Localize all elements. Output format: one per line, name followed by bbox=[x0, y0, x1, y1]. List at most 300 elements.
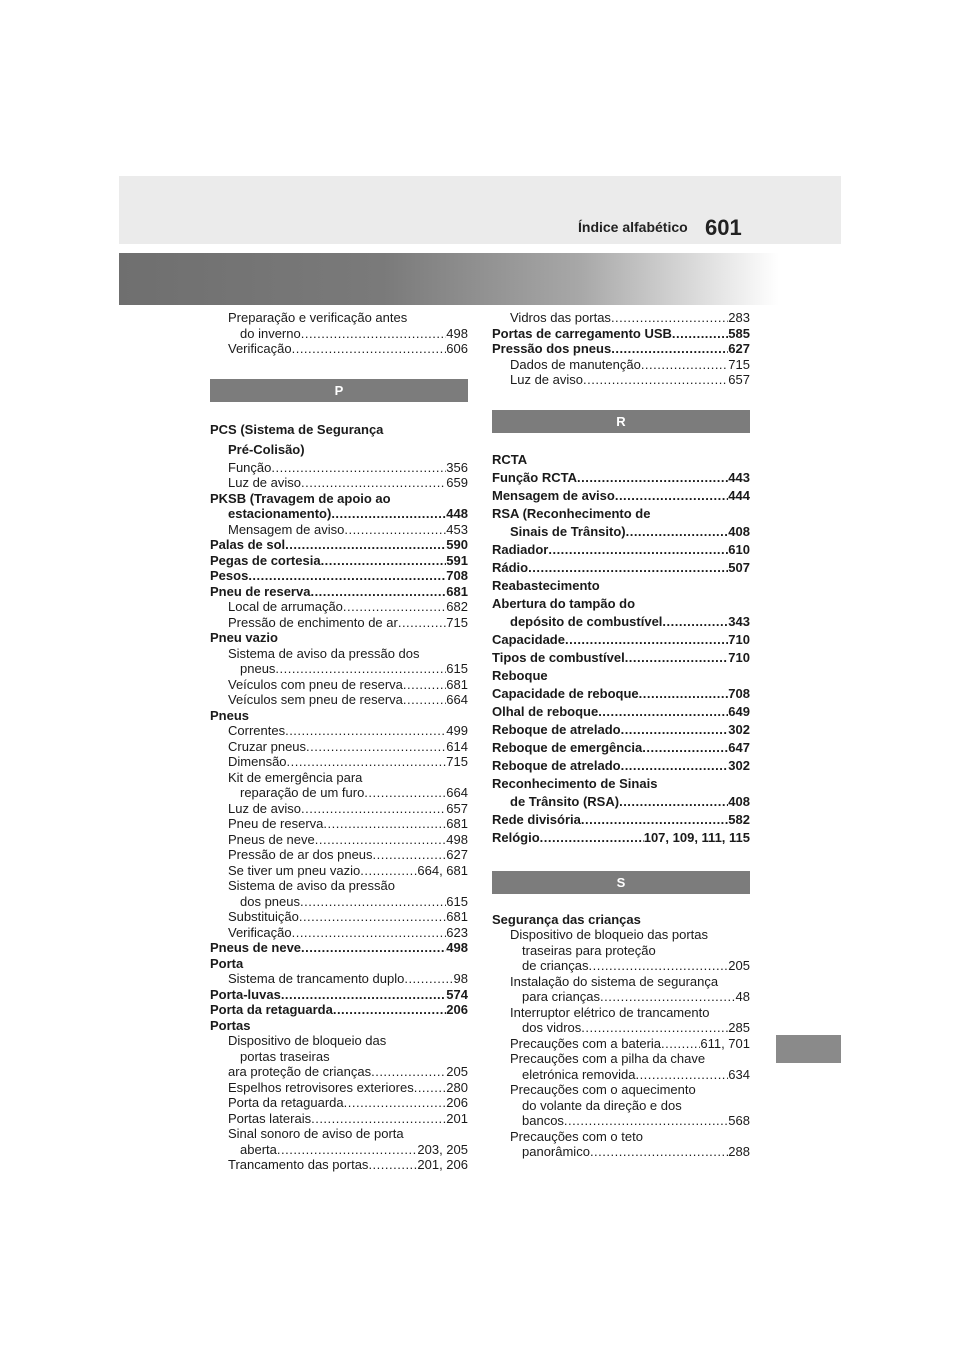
section-header-r: R bbox=[492, 410, 750, 433]
index-entry bbox=[492, 1113, 750, 1129]
index-entry-page: 443 bbox=[728, 469, 750, 485]
dot-leader bbox=[306, 739, 446, 755]
dot-leader bbox=[301, 475, 446, 491]
index-entry bbox=[210, 940, 468, 956]
index-entry bbox=[492, 958, 750, 974]
index-entry bbox=[210, 816, 468, 832]
index-entry-term: Vidros das portas bbox=[510, 310, 611, 325]
index-entry-page: 715 bbox=[446, 754, 468, 769]
index-entry bbox=[210, 677, 468, 693]
index-entry bbox=[210, 1080, 468, 1096]
index-entry-term: Sistema de trancamento duplo bbox=[228, 971, 405, 986]
index-entry-term: Reboque de atrelado bbox=[492, 721, 621, 737]
index-entry bbox=[492, 989, 750, 1005]
dot-leader bbox=[277, 1142, 418, 1158]
index-entry bbox=[492, 1067, 750, 1083]
index-entry bbox=[210, 785, 468, 801]
dot-leader bbox=[577, 469, 728, 487]
index-entry-term: depósito de combustível bbox=[510, 613, 663, 629]
index-entry bbox=[210, 723, 468, 739]
dot-leader bbox=[528, 559, 728, 577]
index-entry bbox=[492, 523, 750, 541]
index-entry-page: 498 bbox=[446, 325, 468, 341]
dot-leader bbox=[285, 537, 446, 553]
section-thumb-tab bbox=[776, 1035, 841, 1063]
index-entry-term: Palas de sol bbox=[210, 537, 286, 552]
index-heading: Portas bbox=[210, 1017, 251, 1033]
index-entry-page: 659 bbox=[446, 475, 468, 490]
index-entry-page: 606 bbox=[446, 341, 468, 356]
index-heading: Interruptor elétrico de trancamento bbox=[510, 1004, 710, 1020]
index-entry-page: 205 bbox=[446, 1064, 468, 1079]
index-entry-term: Reboque de atrelado bbox=[492, 757, 621, 773]
index-entry-page: 708 bbox=[728, 685, 750, 701]
index-entry-term: Verificação bbox=[228, 341, 292, 356]
dot-leader bbox=[581, 1020, 728, 1036]
index-entry-term: Cruzar pneus bbox=[228, 738, 307, 754]
index-entry-page: 444 bbox=[728, 487, 750, 503]
index-entry bbox=[210, 1157, 468, 1173]
index-entry-page: 649 bbox=[728, 703, 750, 719]
index-entry bbox=[210, 692, 468, 708]
index-entry-page: 206 bbox=[446, 1002, 468, 1017]
dot-leader bbox=[368, 1157, 417, 1173]
index-entry bbox=[210, 832, 468, 848]
index-entry-term: Capacidade bbox=[492, 631, 565, 647]
section-header-s: S bbox=[492, 871, 750, 894]
index-heading: Pneu vazio bbox=[210, 630, 278, 645]
dot-leader bbox=[615, 487, 728, 505]
index-entry bbox=[210, 460, 468, 476]
index-heading: do volante da direção e dos bbox=[522, 1097, 682, 1113]
dot-leader bbox=[639, 685, 729, 703]
index-entry bbox=[210, 801, 468, 817]
index-entry-page: 453 bbox=[446, 521, 468, 537]
index-entry-term: Pressão de ar dos pneus bbox=[228, 847, 373, 862]
index-entry bbox=[492, 1020, 750, 1036]
index-entry bbox=[492, 559, 750, 577]
index-entry bbox=[492, 793, 750, 811]
index-entry bbox=[492, 310, 750, 326]
dot-leader bbox=[321, 553, 447, 569]
index-entry-page: 582 bbox=[728, 811, 750, 827]
index-entry-term: Portas de carregamento USB bbox=[492, 325, 672, 341]
index-entry-page: 356 bbox=[446, 459, 468, 475]
dot-leader bbox=[590, 1144, 728, 1160]
dot-leader bbox=[285, 723, 446, 739]
index-entry bbox=[210, 537, 468, 553]
index-entry-page: 48 bbox=[735, 989, 750, 1004]
index-entry bbox=[210, 1064, 468, 1080]
index-entry-term: Se tiver um pneu vazio bbox=[228, 862, 361, 878]
index-entry-page: 715 bbox=[446, 614, 468, 630]
index-entry-term: Pneus de neve bbox=[210, 940, 302, 955]
section-header-p: P bbox=[210, 379, 468, 402]
index-entry-term: do inverno bbox=[240, 325, 301, 341]
index-entry-page: 611, 701 bbox=[700, 1035, 750, 1051]
index-heading: RCTA bbox=[492, 451, 528, 467]
index-entry-page: 664 bbox=[446, 692, 468, 707]
index-entry-term: Pneus de neve bbox=[228, 831, 315, 847]
index-entry-term: Luz de aviso bbox=[228, 800, 301, 816]
dot-leader bbox=[271, 460, 446, 476]
index-entry-page: 499 bbox=[446, 723, 468, 738]
index-entry-term: eletrónica removida bbox=[522, 1066, 636, 1082]
dot-leader bbox=[292, 341, 447, 357]
index-entry-page: 280 bbox=[446, 1079, 468, 1095]
index-heading: portas traseiras bbox=[240, 1048, 330, 1064]
index-group-p bbox=[210, 420, 468, 1173]
index-group-left-continued bbox=[210, 310, 468, 357]
index-heading: Preparação e verificação antes bbox=[228, 310, 408, 325]
index-heading: Porta bbox=[210, 955, 244, 971]
index-entry-page: 283 bbox=[728, 310, 750, 325]
index-heading: Reboque bbox=[492, 667, 548, 683]
index-entry-page: 201 bbox=[446, 1110, 468, 1126]
index-entry-page: 647 bbox=[728, 739, 750, 755]
dot-leader bbox=[548, 541, 728, 559]
dot-leader bbox=[414, 1080, 447, 1096]
dot-leader bbox=[301, 801, 446, 817]
dot-leader bbox=[642, 739, 728, 757]
dot-leader bbox=[287, 754, 447, 770]
index-entry-term: Pegas de cortesia bbox=[210, 552, 321, 568]
index-entry-page: 708 bbox=[446, 568, 468, 583]
index-entry-page: 498 bbox=[446, 831, 468, 847]
index-entry-page: 585 bbox=[728, 325, 750, 341]
index-heading: RSA (Reconhecimento de bbox=[492, 505, 651, 521]
index-heading: Abertura do tampão do bbox=[492, 595, 636, 611]
index-entry bbox=[210, 522, 468, 538]
dot-leader bbox=[540, 829, 644, 847]
dot-leader bbox=[315, 832, 447, 848]
dot-leader bbox=[343, 599, 446, 615]
index-entry-page: 710 bbox=[728, 631, 750, 647]
index-entry-page: 664, 681 bbox=[417, 862, 468, 878]
index-entry-term: Rede divisória bbox=[492, 811, 581, 827]
index-entry bbox=[210, 739, 468, 755]
dot-leader bbox=[311, 1111, 446, 1127]
index-entry bbox=[210, 615, 468, 631]
index-entry bbox=[492, 341, 750, 357]
index-entry bbox=[210, 584, 468, 600]
index-entry-page: 343 bbox=[728, 613, 750, 629]
index-entry bbox=[210, 1002, 468, 1018]
index-heading: Sistema de aviso da pressão dos bbox=[228, 645, 420, 661]
index-entry-page: 98 bbox=[453, 971, 468, 986]
index-entry-term: Dimensão bbox=[228, 754, 287, 769]
index-heading: Reconhecimento de Sinais bbox=[492, 775, 658, 791]
index-entry bbox=[210, 754, 468, 770]
index-entry-page: 205 bbox=[728, 958, 750, 973]
index-entry-page: 574 bbox=[446, 986, 468, 1002]
index-group-r bbox=[492, 451, 750, 847]
index-entry bbox=[210, 1142, 468, 1158]
index-heading: Precauções com o teto bbox=[510, 1128, 643, 1144]
dot-leader bbox=[662, 613, 728, 631]
index-entry-page: 614 bbox=[446, 738, 468, 754]
index-entry-term: Mensagem de aviso bbox=[492, 487, 615, 503]
index-heading: traseiras para proteção bbox=[522, 942, 656, 958]
index-entry-term: Espelhos retrovisores exteriores bbox=[228, 1079, 414, 1095]
dot-leader bbox=[299, 909, 446, 925]
dot-leader bbox=[360, 863, 417, 879]
index-entry-term: Pesos bbox=[210, 568, 249, 583]
index-entry-page: 610 bbox=[728, 541, 750, 557]
index-entry-term: Reboque de emergência bbox=[492, 739, 643, 755]
index-entry-page: 448 bbox=[446, 506, 468, 521]
index-entry bbox=[210, 863, 468, 879]
index-heading: Precauções com a pilha da chave bbox=[510, 1051, 706, 1066]
dot-leader bbox=[310, 584, 446, 600]
index-entry-page: 408 bbox=[728, 523, 750, 539]
index-entry-term: Sinais de Trânsito) bbox=[510, 523, 626, 539]
index-entry-term: Função RCTA bbox=[492, 469, 577, 485]
index-entry-term: Olhal de reboque bbox=[492, 703, 599, 719]
index-entry-term: Dados de manutenção bbox=[510, 356, 641, 372]
index-entry-page: 408 bbox=[728, 793, 750, 809]
index-entry-page: 206 bbox=[446, 1095, 468, 1110]
index-entry-page: 664 bbox=[446, 785, 468, 800]
dot-leader bbox=[626, 523, 729, 541]
index-entry-term: Pneu de reserva bbox=[228, 816, 324, 831]
index-entry-term: Portas laterais bbox=[228, 1110, 312, 1126]
dot-leader bbox=[398, 615, 446, 631]
index-heading: Reabastecimento bbox=[492, 577, 600, 593]
dot-leader bbox=[404, 971, 453, 987]
index-entry-term: Rádio bbox=[492, 559, 529, 575]
index-entry-page: 302 bbox=[728, 721, 750, 737]
index-entry bbox=[492, 357, 750, 373]
index-entry-page: 615 bbox=[446, 893, 468, 909]
index-entry bbox=[492, 487, 750, 505]
dot-leader bbox=[403, 692, 446, 708]
dot-leader bbox=[371, 1064, 446, 1080]
index-entry-page: 288 bbox=[728, 1144, 750, 1159]
index-entry-page: 507 bbox=[728, 559, 750, 575]
index-entry-term: Porta da retaguarda bbox=[210, 1002, 333, 1017]
index-entry bbox=[210, 1111, 468, 1127]
dot-leader bbox=[619, 793, 728, 811]
index-entry bbox=[210, 925, 468, 941]
index-entry bbox=[210, 847, 468, 863]
index-heading: Sinal sonoro de aviso de porta bbox=[228, 1126, 404, 1141]
index-entry-page: 498 bbox=[446, 940, 468, 955]
index-entry-term: Veículos com pneu de reserva bbox=[228, 676, 403, 692]
index-entry-term: Correntes bbox=[228, 723, 286, 738]
index-entry-page: 623 bbox=[446, 924, 468, 940]
dot-leader bbox=[403, 677, 446, 693]
index-entry-term: bancos bbox=[522, 1113, 564, 1128]
dot-leader bbox=[565, 631, 728, 649]
index-entry bbox=[492, 469, 750, 487]
index-entry-term: aberta bbox=[240, 1141, 277, 1157]
index-entry bbox=[492, 372, 750, 388]
index-column-left bbox=[210, 310, 468, 1173]
index-entry bbox=[210, 909, 468, 925]
index-entry bbox=[210, 894, 468, 910]
index-entry-term: pneus bbox=[240, 661, 276, 676]
index-heading: Kit de emergência para bbox=[228, 769, 363, 785]
page-header-title: Índice alfabético bbox=[578, 219, 688, 235]
dot-leader bbox=[581, 811, 728, 829]
dot-leader bbox=[661, 1036, 700, 1052]
index-entry bbox=[210, 599, 468, 615]
index-entry bbox=[210, 971, 468, 987]
dot-leader bbox=[373, 847, 447, 863]
dot-leader bbox=[564, 1113, 728, 1129]
index-entry bbox=[210, 568, 468, 584]
index-heading: PCS (Sistema de Segurança bbox=[210, 421, 384, 437]
index-entry-page: 590 bbox=[446, 537, 468, 552]
index-entry-term: panorâmico bbox=[522, 1144, 590, 1159]
index-entry bbox=[492, 326, 750, 342]
index-entry bbox=[492, 829, 750, 847]
index-entry bbox=[492, 631, 750, 649]
dot-leader bbox=[248, 568, 446, 584]
dot-leader bbox=[598, 703, 728, 721]
index-entry-page: 681 bbox=[446, 816, 468, 831]
index-entry-term: Pneu de reserva bbox=[210, 583, 311, 599]
index-entry-term: Veículos sem pneu de reserva bbox=[228, 692, 403, 707]
index-entry bbox=[492, 649, 750, 667]
index-entry-page: 681 bbox=[446, 583, 468, 599]
index-entry-term: Radiador bbox=[492, 541, 549, 557]
dot-leader bbox=[292, 925, 447, 941]
index-entry bbox=[492, 721, 750, 739]
dot-leader bbox=[281, 987, 446, 1003]
index-entry-page: 591 bbox=[446, 552, 468, 568]
index-heading: Instalação do sistema de segurança bbox=[510, 973, 719, 989]
index-entry bbox=[210, 1095, 468, 1111]
dot-leader bbox=[588, 958, 728, 974]
index-heading: Pneus bbox=[210, 707, 250, 723]
index-entry-term: Substituição bbox=[228, 909, 299, 924]
index-heading: Segurança das crianças bbox=[492, 911, 641, 927]
dot-leader bbox=[301, 326, 447, 342]
index-entry bbox=[492, 739, 750, 757]
index-entry-term: reparação de um furo bbox=[240, 785, 365, 800]
index-entry-term: de Trânsito (RSA) bbox=[510, 793, 620, 809]
index-entry-page: 657 bbox=[446, 800, 468, 816]
index-entry-term: para crianças bbox=[522, 989, 601, 1004]
index-entry-term: Precauções com a bateria bbox=[510, 1035, 662, 1051]
index-entry bbox=[210, 475, 468, 491]
index-entry-page: 203, 205 bbox=[417, 1141, 468, 1157]
dot-leader bbox=[611, 341, 728, 357]
dot-leader bbox=[333, 1002, 446, 1018]
header-gradient-band bbox=[119, 253, 779, 305]
index-entry-term: Capacidade de reboque bbox=[492, 685, 639, 701]
index-entry bbox=[492, 703, 750, 721]
index-entry-page: 302 bbox=[728, 757, 750, 773]
index-entry-term: Local de arrumação bbox=[228, 599, 343, 614]
index-entry-page: 682 bbox=[446, 599, 468, 614]
index-entry-page: 627 bbox=[446, 847, 468, 862]
index-entry-page: 107, 109, 111, 115 bbox=[643, 829, 750, 845]
index-entry bbox=[210, 341, 468, 357]
dot-leader bbox=[672, 326, 728, 342]
index-entry bbox=[210, 661, 468, 677]
index-entry bbox=[210, 326, 468, 342]
index-entry bbox=[210, 506, 468, 522]
index-entry-page: 634 bbox=[728, 1066, 750, 1082]
index-entry-term: de crianças bbox=[522, 958, 589, 973]
index-entry-term: Trancamento das portas bbox=[228, 1157, 369, 1172]
index-entry-term: Função bbox=[228, 459, 272, 475]
dot-leader bbox=[323, 816, 446, 832]
index-heading: PKSB (Travagem de apoio ao bbox=[210, 490, 391, 506]
index-entry-term: Luz de aviso bbox=[228, 475, 301, 490]
dot-leader bbox=[641, 357, 728, 373]
index-entry-term: Pressão de enchimento de ar bbox=[228, 614, 398, 630]
index-entry-page: 681 bbox=[446, 676, 468, 692]
index-entry bbox=[492, 811, 750, 829]
index-entry-term: Tipos de combustível bbox=[492, 649, 625, 665]
index-entry-term: Luz de aviso bbox=[510, 372, 583, 387]
index-heading: Dispositivo de bloqueio das portas bbox=[510, 927, 709, 942]
dot-leader bbox=[364, 785, 446, 801]
index-entry bbox=[492, 1144, 750, 1160]
dot-leader bbox=[583, 372, 728, 388]
index-entry-page: 657 bbox=[728, 372, 750, 387]
index-heading: Pré-Colisão) bbox=[228, 441, 305, 457]
dot-leader bbox=[275, 661, 446, 677]
index-heading: Precauções com o aquecimento bbox=[510, 1082, 696, 1097]
index-group-right-continued bbox=[492, 310, 750, 388]
index-entry-term: ara proteção de crianças bbox=[228, 1064, 372, 1079]
index-entry-term: Verificação bbox=[228, 924, 292, 940]
index-entry bbox=[210, 553, 468, 569]
index-entry bbox=[492, 1036, 750, 1052]
dot-leader bbox=[344, 522, 446, 538]
index-heading: Dispositivo de bloqueio das bbox=[228, 1033, 387, 1048]
dot-leader bbox=[621, 721, 729, 739]
dot-leader bbox=[331, 506, 446, 522]
index-entry-term: Mensagem de aviso bbox=[228, 521, 345, 537]
index-entry bbox=[210, 987, 468, 1003]
dot-leader bbox=[344, 1095, 447, 1111]
dot-leader bbox=[611, 310, 728, 326]
index-entry bbox=[492, 757, 750, 775]
dot-leader bbox=[621, 757, 729, 775]
index-entry-page: 715 bbox=[728, 356, 750, 372]
index-entry bbox=[492, 685, 750, 703]
index-heading: Sistema de aviso da pressão bbox=[228, 878, 395, 893]
index-entry-page: 568 bbox=[728, 1113, 750, 1128]
index-entry-page: 615 bbox=[446, 661, 468, 676]
index-entry-page: 710 bbox=[728, 649, 750, 665]
index-entry-term: Porta-luvas bbox=[210, 986, 281, 1002]
index-entry-term: dos vidros bbox=[522, 1020, 582, 1035]
dot-leader bbox=[635, 1067, 728, 1083]
index-entry-page: 285 bbox=[728, 1020, 750, 1035]
dot-leader bbox=[625, 649, 729, 667]
index-entry-term: Pressão dos pneus bbox=[492, 341, 612, 356]
index-entry-term: Relógio bbox=[492, 829, 540, 845]
index-entry-page: 627 bbox=[728, 341, 750, 356]
index-entry-term: estacionamento) bbox=[228, 506, 332, 521]
dot-leader bbox=[600, 989, 735, 1005]
index-entry-term: dos pneus bbox=[240, 893, 300, 909]
index-entry-page: 681 bbox=[446, 909, 468, 924]
page-number: 601 bbox=[705, 215, 742, 240]
index-entry-term: Porta da retaguarda bbox=[228, 1095, 344, 1110]
index-group-s bbox=[492, 912, 750, 1160]
dot-leader bbox=[301, 940, 446, 956]
index-entry bbox=[492, 613, 750, 631]
dot-leader bbox=[300, 894, 446, 910]
